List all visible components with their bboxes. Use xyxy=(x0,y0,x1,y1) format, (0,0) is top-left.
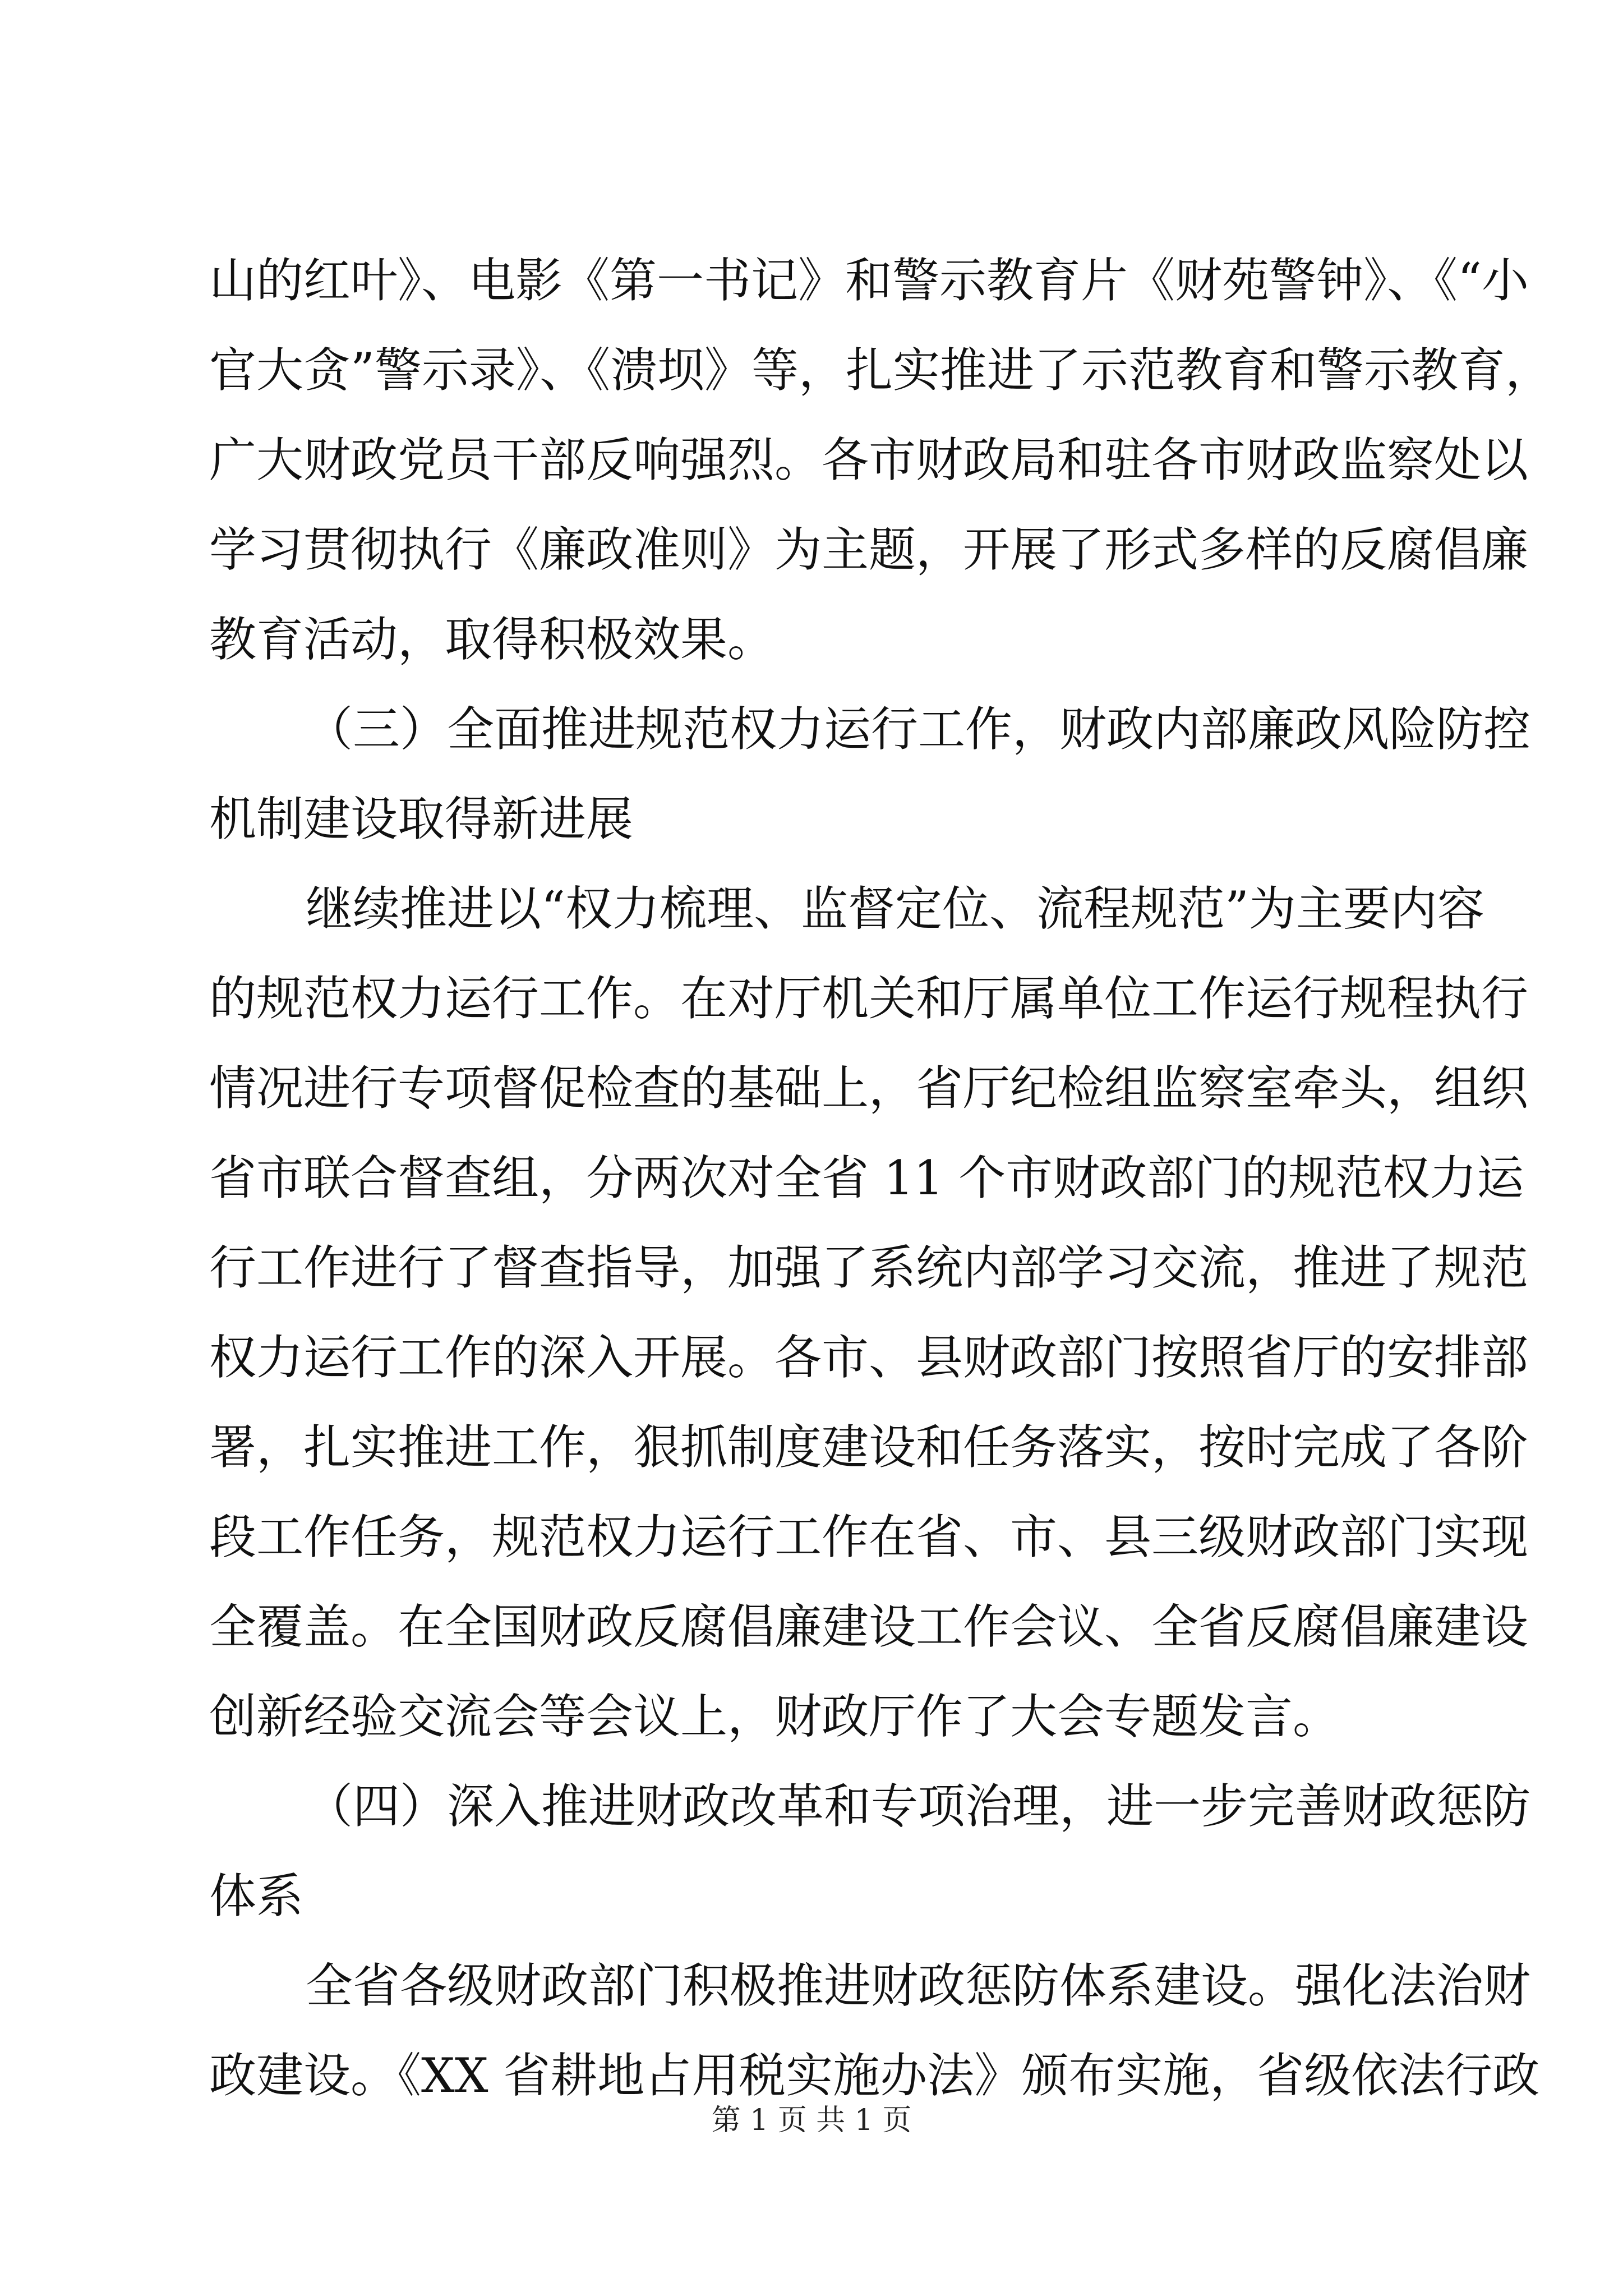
text-line: 全覆盖。在全国财政反腐倡廉建设工作会议、全省反腐倡廉建设 xyxy=(209,1599,1529,1654)
text-line: 创新经验交流会等会议上，财政厅作了大会专题发言。 xyxy=(209,1689,1340,1744)
document-body xyxy=(209,236,1552,2120)
paragraph xyxy=(209,684,1531,864)
text-line: 行工作进行了督查指导，加强了系统内部学习交流，推进了规范 xyxy=(209,1240,1529,1295)
text-line: 省市联合督查组，分两次对全省 11 个市财政部门的规范权力运 xyxy=(209,1151,1524,1205)
text-line: 全省各级财政部门积极推进财政惩防体系建设。强化法治财 xyxy=(306,1958,1531,2013)
paragraph xyxy=(209,236,1552,684)
text-line: 继续推进以“权力梳理、监督定位、流程规范”为主要内容 xyxy=(306,881,1484,936)
text-line: 山的红叶》、电影《第一书记》和警示教育片《财苑警钟》、《“小 xyxy=(209,253,1529,308)
text-line: 署，扎实推进工作，狠抓制度建设和任务落实，按时完成了各阶 xyxy=(209,1420,1529,1475)
text-line: 政建设。《XX 省耕地占用税实施办法》颁布实施，省级依法行政 xyxy=(209,2048,1540,2103)
text-line: 机制建设取得新进展 xyxy=(209,792,634,846)
paragraph xyxy=(209,864,1529,1761)
text-line: （四）深入推进财政改革和专项治理，进一步完善财政惩防 xyxy=(306,1779,1531,1834)
text-line: 学习贯彻执行《廉政准则》为主题，开展了形式多样的反腐倡廉 xyxy=(209,522,1529,577)
text-line: 官大贪”警示录》、《溃坝》等，扎实推进了示范教育和警示教育， xyxy=(209,343,1552,398)
text-line: 权力运行工作的深入开展。各市、县财政部门按照省厅的安排部 xyxy=(209,1330,1529,1385)
text-line: 教育活动，取得积极效果。 xyxy=(209,612,775,667)
page-footer: 第 1 页 共 1 页 xyxy=(711,2104,912,2137)
text-line: 情况进行专项督促检查的基础上，省厅纪检组监察室牵头，组织 xyxy=(209,1061,1529,1116)
text-line: 段工作任务，规范权力运行工作在省、市、县三级财政部门实现 xyxy=(209,1510,1529,1565)
text-line: 体系 xyxy=(209,1869,304,1924)
text-line: 的规范权力运行工作。在对厅机关和厅属单位工作运行规程执行 xyxy=(209,971,1529,1026)
paragraph xyxy=(209,1941,1540,2120)
paragraph xyxy=(209,1761,1531,1941)
text-line: （三）全面推进规范权力运行工作，财政内部廉政风险防控 xyxy=(306,702,1531,757)
text-line: 广大财政党员干部反响强烈。各市财政局和驻各市财政监察处以 xyxy=(209,432,1529,487)
